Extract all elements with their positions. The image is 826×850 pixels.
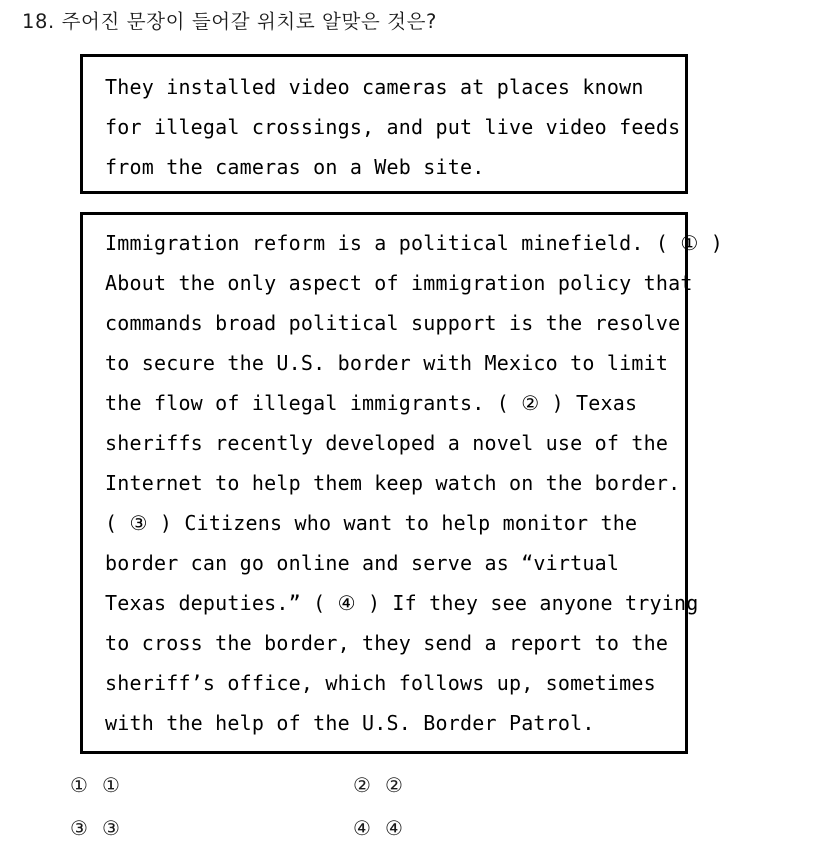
passage-line: sheriffs recently developed a novel use of the [105, 431, 669, 455]
choice-marker-3-icon: ③ [70, 816, 88, 840]
choices-row-1 [0, 772, 826, 815]
choice-label-2: ② [384, 773, 403, 797]
choices-row-2 [0, 815, 826, 850]
given-sentence-line: They installed video cameras at places known [105, 75, 644, 99]
given-sentence-box [80, 54, 688, 194]
answer-choice-4[interactable] [353, 815, 403, 841]
choice-label-1: ① [101, 773, 120, 797]
passage-line: to secure the U.S. border with Mexico to limit [105, 351, 669, 375]
answer-choice-3[interactable] [70, 815, 120, 841]
passage-line: to cross the border, they send a report to the [105, 631, 669, 655]
choice-label-4: ④ [384, 816, 403, 840]
answer-choice-2[interactable] [353, 772, 403, 798]
given-sentence-text [105, 67, 826, 187]
passage-box [80, 212, 723, 754]
answer-choice-1[interactable] [70, 772, 120, 798]
given-sentence-line: for illegal crossings, and put live video feeds [105, 115, 681, 139]
passage-line: ( ③ ) Citizens who want to help monitor the [105, 511, 638, 535]
passage-line: border can go online and serve as “virtual [105, 551, 620, 575]
given-sentence-line: from the cameras on a Web site. [105, 155, 485, 179]
passage-line: Immigration reform is a political minefield. ( ① ) [105, 231, 723, 255]
passage-line: the flow of illegal immigrants. ( ② ) Texas [105, 391, 638, 415]
choice-marker-1-icon: ① [70, 773, 88, 797]
passage-text [105, 223, 826, 743]
passage-line: commands broad political support is the resolve [105, 311, 681, 335]
choice-marker-4-icon: ④ [353, 816, 371, 840]
passage-line: Internet to help them keep watch on the border. [105, 471, 681, 495]
choice-marker-2-icon: ② [353, 773, 371, 797]
passage-line: Texas deputies.” ( ④ ) If they see anyone trying [105, 591, 699, 615]
question-prompt: 18. 주어진 문장이 들어갈 위치로 알맞은 것은? [22, 10, 437, 33]
answer-choices [0, 772, 826, 850]
passage-line: About the only aspect of immigration policy that [105, 271, 693, 295]
passage-line: sheriff’s office, which follows up, sometimes [105, 671, 656, 695]
passage-line: with the help of the U.S. Border Patrol. [105, 711, 595, 735]
choice-label-3: ③ [101, 816, 120, 840]
